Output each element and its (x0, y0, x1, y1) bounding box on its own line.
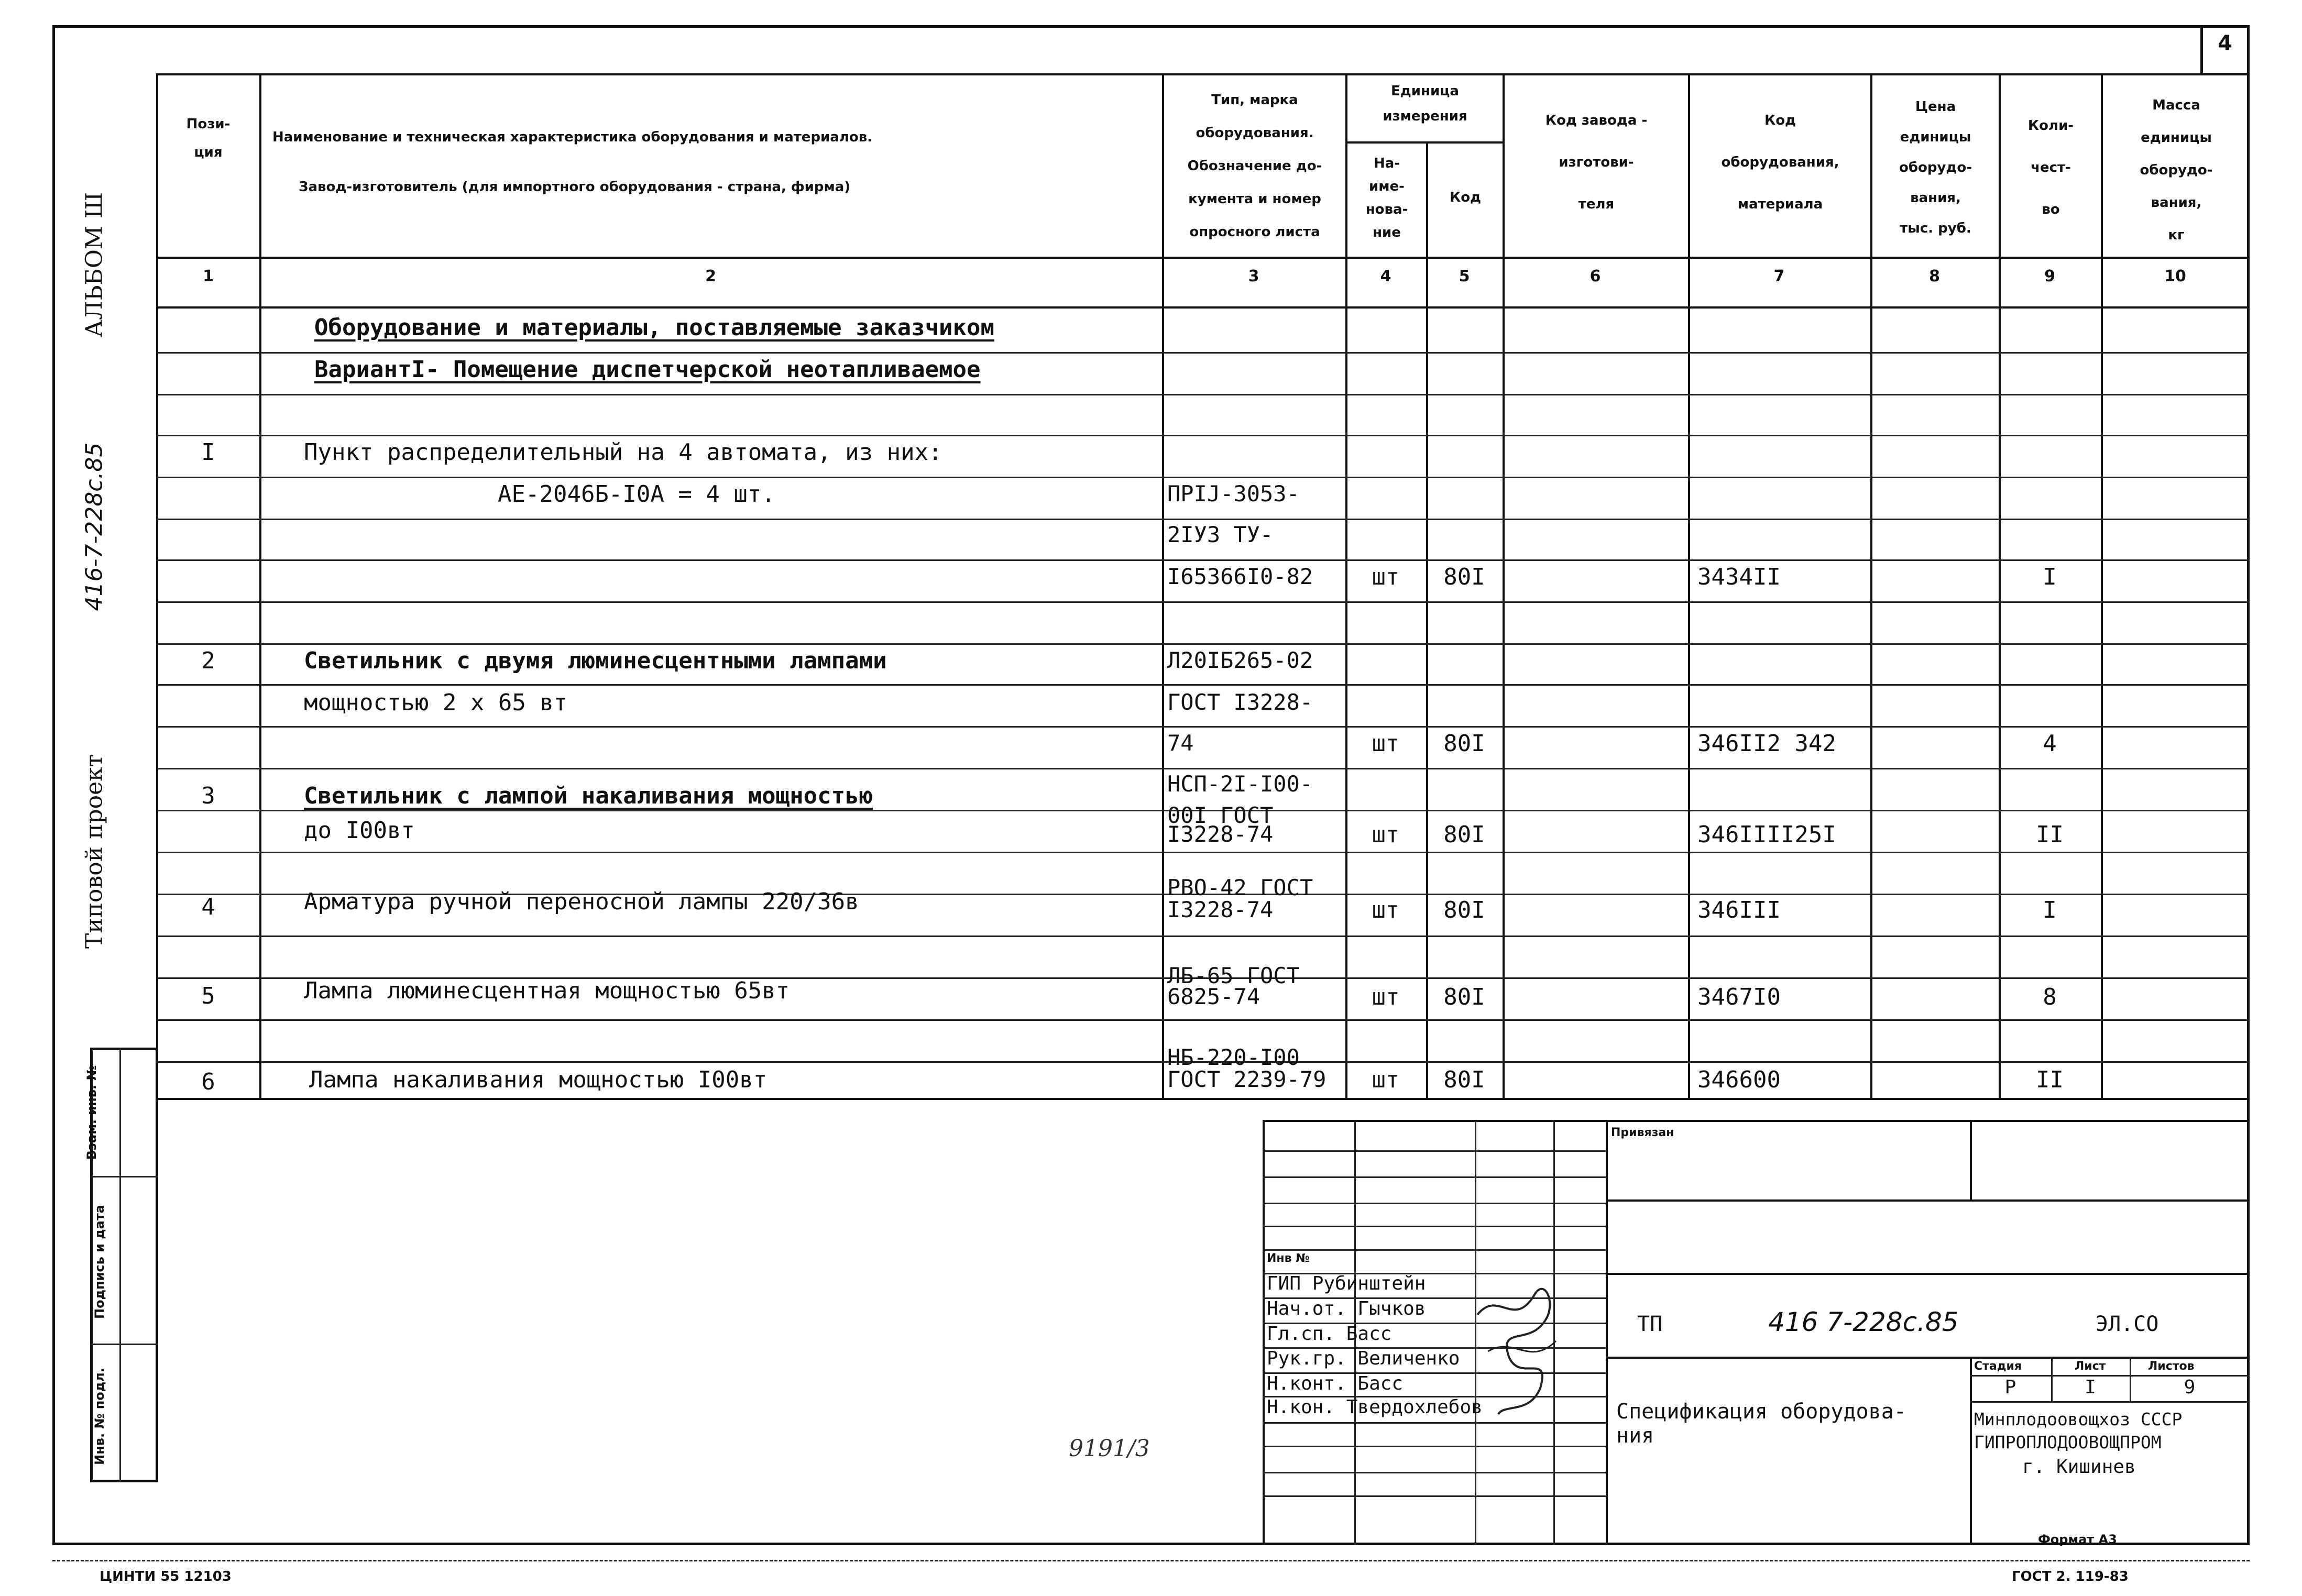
role-n-kont: Н.конт. Басс (1267, 1373, 1404, 1394)
header-unit-code: Код (1449, 190, 1482, 205)
row1-name: Пункт распределительный на 4 автомата, из них: (304, 439, 942, 466)
sheet-code: ЭЛ.СО (2096, 1312, 2159, 1336)
stage-value: Р (2004, 1377, 2016, 1398)
row2-type-3: 74 (1167, 730, 1194, 756)
row5-unit-code: 80I (1443, 984, 1485, 1010)
header-position: Пози- ция (186, 116, 231, 160)
header-quantity: Коли- чест- во (2027, 118, 2074, 217)
colnum-9: 9 (2044, 267, 2055, 285)
header-price: Цена единицы оборудо- вания, тыс. руб. (1899, 99, 1972, 236)
row1-unit-code: 80I (1443, 564, 1485, 590)
row1-type-2: 2IУ3 ТУ- (1167, 522, 1274, 547)
row6-name: Лампа накаливания мощностью I00вт (309, 1066, 768, 1093)
role-gip: ГИП Рубинштейн (1267, 1273, 1426, 1294)
section-title-1: Оборудование и материалы, поставляемые заказчиком (314, 314, 995, 341)
row3-name: Светильник с лампой накаливания мощностью (304, 783, 873, 809)
row5-name: Лампа люминесцентная мощностью 65вт (304, 977, 790, 1004)
doc-title-line1: Спецификация оборудова- (1616, 1400, 1906, 1424)
row4-unit-code: 80I (1443, 897, 1485, 923)
org-line1: Минплодоовощхоз СССР (1974, 1409, 2183, 1429)
row1-code: 3434II (1697, 564, 1781, 590)
row3-qty: II (2036, 821, 2064, 848)
row6-type-1: НБ-220-I00 (1167, 1044, 1300, 1070)
header-equipment-code: Код оборудования, материала (1721, 113, 1839, 212)
row6-unit: шт (1372, 1066, 1400, 1093)
row4-code: 346III (1697, 897, 1781, 923)
row3-unit-code: 80I (1443, 821, 1485, 848)
doc-title-line2: ния (1616, 1424, 1654, 1448)
doc-code: 416 7-228с.85 (1768, 1307, 1959, 1337)
row5-qty: 8 (2043, 984, 2057, 1010)
row5-type-2: 6825-74 (1167, 984, 1260, 1009)
row2-unit-code: 80I (1443, 730, 1485, 757)
row6-unit-code: 80I (1443, 1066, 1485, 1093)
sheets-label: Листов (2148, 1360, 2195, 1373)
row3-code: 346IIII25I (1697, 821, 1836, 848)
header-name-line2: Завод-изготовитель (для импортного оборудования - страна, фирма) (299, 179, 851, 195)
stamp-inv-podl: Инв. № подл. (92, 1368, 107, 1465)
row2-code: 346II2 342 (1697, 730, 1836, 757)
sheet-number: 4 (2218, 31, 2232, 56)
row1-position: I (201, 439, 215, 466)
colnum-2: 2 (705, 267, 716, 285)
colnum-8: 8 (1929, 267, 1940, 285)
role-ruk-gr: Рук.гр. Величенко (1267, 1348, 1460, 1369)
row1-qty: I (2043, 564, 2057, 590)
row6-type-2: ГОСТ 2239-79 (1167, 1066, 1327, 1092)
row6-qty: II (2036, 1066, 2064, 1093)
album-label: АЛЬБОМ Ш (81, 192, 108, 338)
stamp-signature-date: Подпись и дата (92, 1205, 107, 1319)
row5-unit: шт (1372, 984, 1400, 1010)
tp-label: ТП (1637, 1312, 1663, 1336)
row4-qty: I (2043, 897, 2057, 923)
stage-label: Стадия (1974, 1360, 2022, 1373)
header-unit-name: На- име- нова- ние (1365, 156, 1408, 240)
row2-name2: мощностью 2 х 65 вт (304, 689, 568, 716)
row4-name: Арматура ручной переносной лампы 220/36в (304, 888, 859, 915)
privyazan-label: Привязан (1611, 1126, 1674, 1139)
colnum-10: 10 (2164, 267, 2186, 285)
row2-type-1: Л20IБ265-02 (1167, 647, 1313, 673)
role-gl-sp: Гл.сп. Басс (1267, 1323, 1392, 1345)
stamp-vzam-inv: Взам. инв. № (84, 1065, 99, 1160)
row1-sub: АЕ-2046Б-I0А = 4 шт. (498, 481, 775, 508)
row2-qty: 4 (2043, 730, 2057, 757)
colnum-7: 7 (1773, 267, 1785, 285)
row1-type-3: I65366I0-82 (1167, 564, 1313, 589)
header-unit-group: Единица измерения (1383, 83, 1467, 124)
org-line2: ГИПРОПЛОДООВОЩПРОМ (1974, 1432, 2162, 1452)
row2-unit: шт (1372, 730, 1400, 757)
row4-position: 4 (201, 894, 215, 920)
format-label: Формат А3 (2038, 1532, 2117, 1547)
role-n-kon: Н.кон. Твердохлебов (1267, 1396, 1483, 1418)
handwritten-number: 9191/3 (1069, 1435, 1150, 1462)
colnum-4: 4 (1380, 267, 1391, 285)
signature-scribble (1467, 1257, 1572, 1425)
row3-type-3: I3228-74 (1167, 821, 1274, 847)
row1-type-1: ПРIJ-3053- (1167, 481, 1300, 507)
row4-type-1: РВО-42 ГОСТ (1167, 875, 1313, 900)
row5-type-1: ЛБ-65 ГОСТ (1167, 963, 1300, 988)
header-factory-code: Код завода - изготови- теля (1545, 113, 1648, 212)
role-nach-otd: Нач.от. Гычков (1267, 1298, 1426, 1319)
row2-type-2: ГОСТ I3228- (1167, 689, 1313, 715)
row3-unit: шт (1372, 821, 1400, 848)
row6-position: 6 (201, 1069, 215, 1095)
colnum-5: 5 (1459, 267, 1470, 285)
colnum-6: 6 (1590, 267, 1601, 285)
header-name-line1: Наименование и техническая характеристика оборудования и материалов. (272, 129, 873, 145)
colnum-1: 1 (203, 267, 214, 285)
row2-name: Светильник с двумя люминесцентными лампами (304, 647, 887, 674)
sheet-label: Лист (2075, 1360, 2106, 1373)
footer-left: ЦИНТИ 55 12103 (100, 1569, 232, 1584)
footer-right: ГОСТ 2. 119-83 (2012, 1569, 2129, 1584)
row3-name2: до I00вт (304, 817, 415, 844)
inv-no-label: Инв № (1267, 1252, 1310, 1265)
row6-code: 346600 (1697, 1066, 1781, 1093)
section-title-2: ВариантI- Помещение диспетчерской неотапливаемое (314, 356, 981, 383)
project-code-side: 416-7-228с.85 (81, 442, 108, 611)
colnum-3: 3 (1248, 267, 1259, 285)
sheet-value: I (2085, 1377, 2096, 1398)
row4-unit: шт (1372, 897, 1400, 923)
row1-unit: шт (1372, 564, 1400, 590)
row3-type-1: НСП-2I-I00- (1167, 771, 1313, 797)
row5-code: 3467I0 (1697, 984, 1781, 1010)
org-line3: г. Кишинев (2022, 1456, 2136, 1478)
header-mass: Масса единицы оборудо- вания, кг (2140, 97, 2213, 243)
row5-position: 5 (201, 983, 215, 1009)
row2-position: 2 (201, 647, 215, 674)
project-type-label: Типовой проект (81, 754, 108, 949)
header-type: Тип, марка оборудования. Обозначение до- кумента и номер опросного листа (1187, 92, 1322, 240)
row3-type-2: 00I ГОСТ (1167, 802, 1274, 828)
row3-position: 3 (201, 783, 215, 809)
sheets-value: 9 (2184, 1377, 2196, 1398)
row4-type-2: I3228-74 (1167, 897, 1274, 922)
